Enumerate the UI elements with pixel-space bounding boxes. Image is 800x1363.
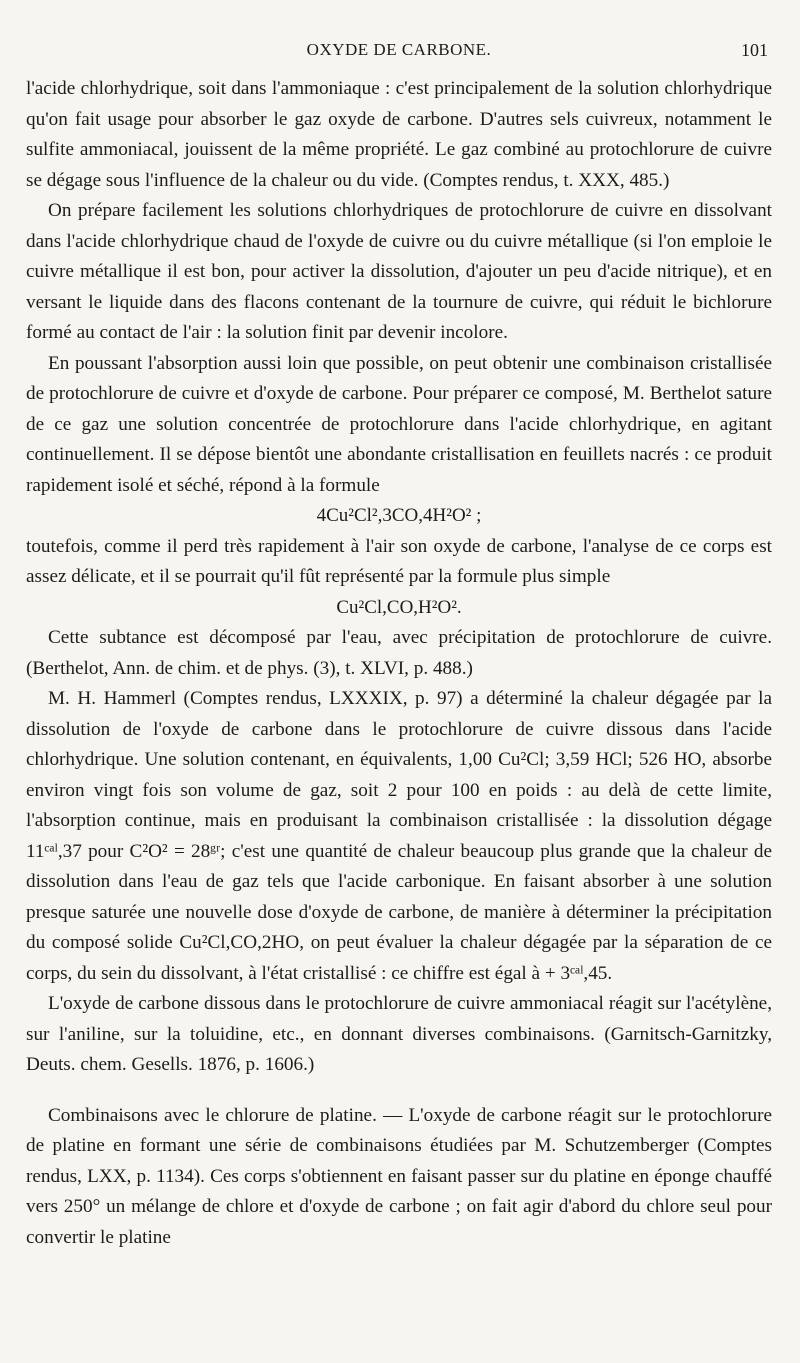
paragraph: Combinaisons avec le chlorure de platine. — L'oxyde de carbone réagit sur le protochlorure de platine en formant une série de combinaisons étudiées par M. Schutzemberger (Comptes rendus, LXX, p. 1134). Ces corps s'obtiennent en faisant passer sur du platine en éponge chauffé vers 250° un mélange de chlore et d'oxyde de carbone ; on fait agir d'abord du chlore seul pour convertir le platine xyxy=(26,1104,772,1248)
page-number: 101 xyxy=(741,40,768,60)
paragraph: toutefois, comme il perd très rapidement à l'air son oxyde de carbone, l'analyse de ce corps est assez délicate, et il se pourrait qu'il fût représenté par la formule plus simple xyxy=(26,535,772,587)
paragraph: l'acide chlorhydrique, soit dans l'ammoniaque : c'est principalement de la solution chlorhydrique qu'on fait usage pour absorber le gaz oxyde de carbone. D'autres sels cuivreux, notamment le sulfite ammoniacal, jouissent de la même propriété. Le gaz combiné au protochlorure de cuivre se dégage sous l'influence de la chaleur ou du vide. (Comptes rendus, t. XXX, 485.) xyxy=(26,78,772,191)
paragraph: En poussant l'absorption aussi loin que possible, on peut obtenir une combinaison cristallisée de protochlorure de cuivre et d'oxyde de carbone. Pour préparer ce composé, M. Berthelot sature de ce gaz une solution concentrée de protochlorure dans l'acide chlorhydrique, en agitant continuellement. Il se dépose bientôt une abondante cristallisation en feuillets nacrés : ce produit rapidement isolé et séché, répond à la formule xyxy=(26,352,772,496)
body-text xyxy=(26,74,772,1253)
formula: Cu²Cl,CO,H²O². xyxy=(336,596,462,618)
paragraph: M. H. Hammerl (Comptes rendus, LXXXIX, p. 97) a déterminé la chaleur dégagée par la dissolution de l'oxyde de carbone dans le protochlorure de cuivre dissous dans l'acide chlorhydrique. Une solution contenant, en équivalents, 1,00 Cu²Cl; 3,59 HCl; 526 HO, absorbe environ vingt fois son volume de gaz, soit 2 pour 100 en poids : au delà de cette limite, l'absorption continue, mais en produisant la combinaison cristallisée : la dissolution dégage 11ᶜᵃˡ,37 pour C²O² = 28ᵍʳ; c'est une quantité de chaleur beaucoup plus grande que la chaleur de dissolution dans l'eau de gaz tels que l'acide carbonique. En faisant absorber à une solution presque saturée une nouvelle dose d'oxyde de carbone, de manière à déterminer la précipitation du composé solide Cu²Cl,CO,2HO, on peut évaluer la chaleur dégagée par la séparation de ce corps, du sein du dissolvant, à l'état cristallisé : ce chiffre est égal à + 3ᶜᵃˡ,45. xyxy=(26,688,772,984)
section-gap xyxy=(26,1081,772,1101)
paragraph: L'oxyde de carbone dissous dans le protochlorure de cuivre ammoniacal réagit sur l'acétylène, sur l'aniline, sur la toluidine, etc., en donnant diverses combinaisons. (Garnitsch-Garnitzky, Deuts. chem. Gesells. 1876, p. 1606.) xyxy=(26,993,772,1075)
paragraph: Cette subtance est décomposé par l'eau, avec précipitation de protochlorure de cuivre. (Berthelot, Ann. de chim. et de phys. (3), t. XLVI, p. 488.) xyxy=(26,627,772,679)
paragraph: On prépare facilement les solutions chlorhydriques de protochlorure de cuivre en dissolvant dans l'acide chlorhydrique chaud de l'oxyde de cuivre ou du cuivre métallique (si l'on emploie le cuivre métallique il est bon, pour activer la dissolution, d'ajouter un peu d'acide nitrique), et en versant le liquide dans des flacons contenant de la tournure de cuivre, qui réduit le bichlorure formé au contact de l'air : la solution finit par devenir incolore. xyxy=(26,200,772,343)
formula: 4Cu²Cl²,3CO,4H²O² ; xyxy=(316,505,482,526)
running-title: OXYDE DE CARBONE. xyxy=(306,40,492,59)
page-header xyxy=(26,34,772,74)
